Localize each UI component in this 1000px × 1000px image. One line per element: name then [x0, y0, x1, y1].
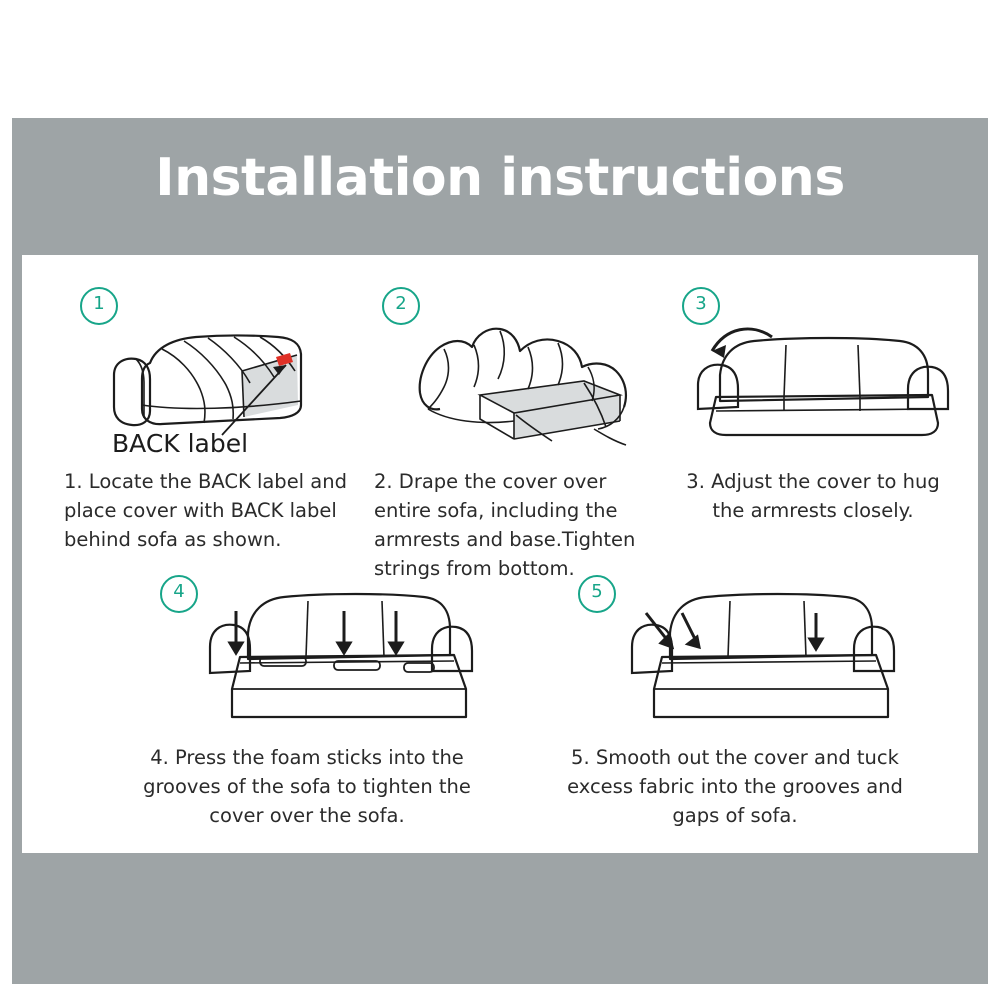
back-label-text: BACK label [112, 429, 249, 458]
step-3-caption: 3. Adjust the cover to hug the armrests closely. [686, 470, 940, 522]
instructions-card [22, 255, 978, 853]
step-4 [134, 571, 474, 841]
step-2-caption: 2. Drape the cover over entire sofa, including the armrests and base.Tighten strings from bottom. [374, 470, 636, 580]
step-5-caption: 5. Smooth out the cover and tuck excess fabric into the grooves and gaps of sofa. [567, 746, 903, 827]
step-3-badge: 3 [682, 287, 720, 325]
step-5 [552, 571, 912, 841]
step-4-caption: 4. Press the foam sticks into the grooves of the sofa to tighten the cover over the sofa. [143, 746, 471, 827]
step-1 [52, 273, 352, 563]
step-5-badge: 5 [578, 575, 616, 613]
step-2-badge: 2 [382, 287, 420, 325]
step-1-caption: 1. Locate the BACK label and place cover with BACK label behind sofa as shown. [64, 470, 347, 551]
step-1-badge: 1 [80, 287, 118, 325]
page-title: Installation instructions [155, 148, 845, 208]
sofa-armrest-adjust-icon [676, 311, 956, 451]
step-2 [358, 273, 658, 580]
step-4-badge: 4 [160, 575, 198, 613]
sofa-cover-draped-icon [388, 309, 658, 449]
step-3 [658, 273, 968, 563]
sofa-foam-sticks-icon [188, 571, 478, 731]
sofa-smooth-tuck-icon [610, 571, 900, 731]
